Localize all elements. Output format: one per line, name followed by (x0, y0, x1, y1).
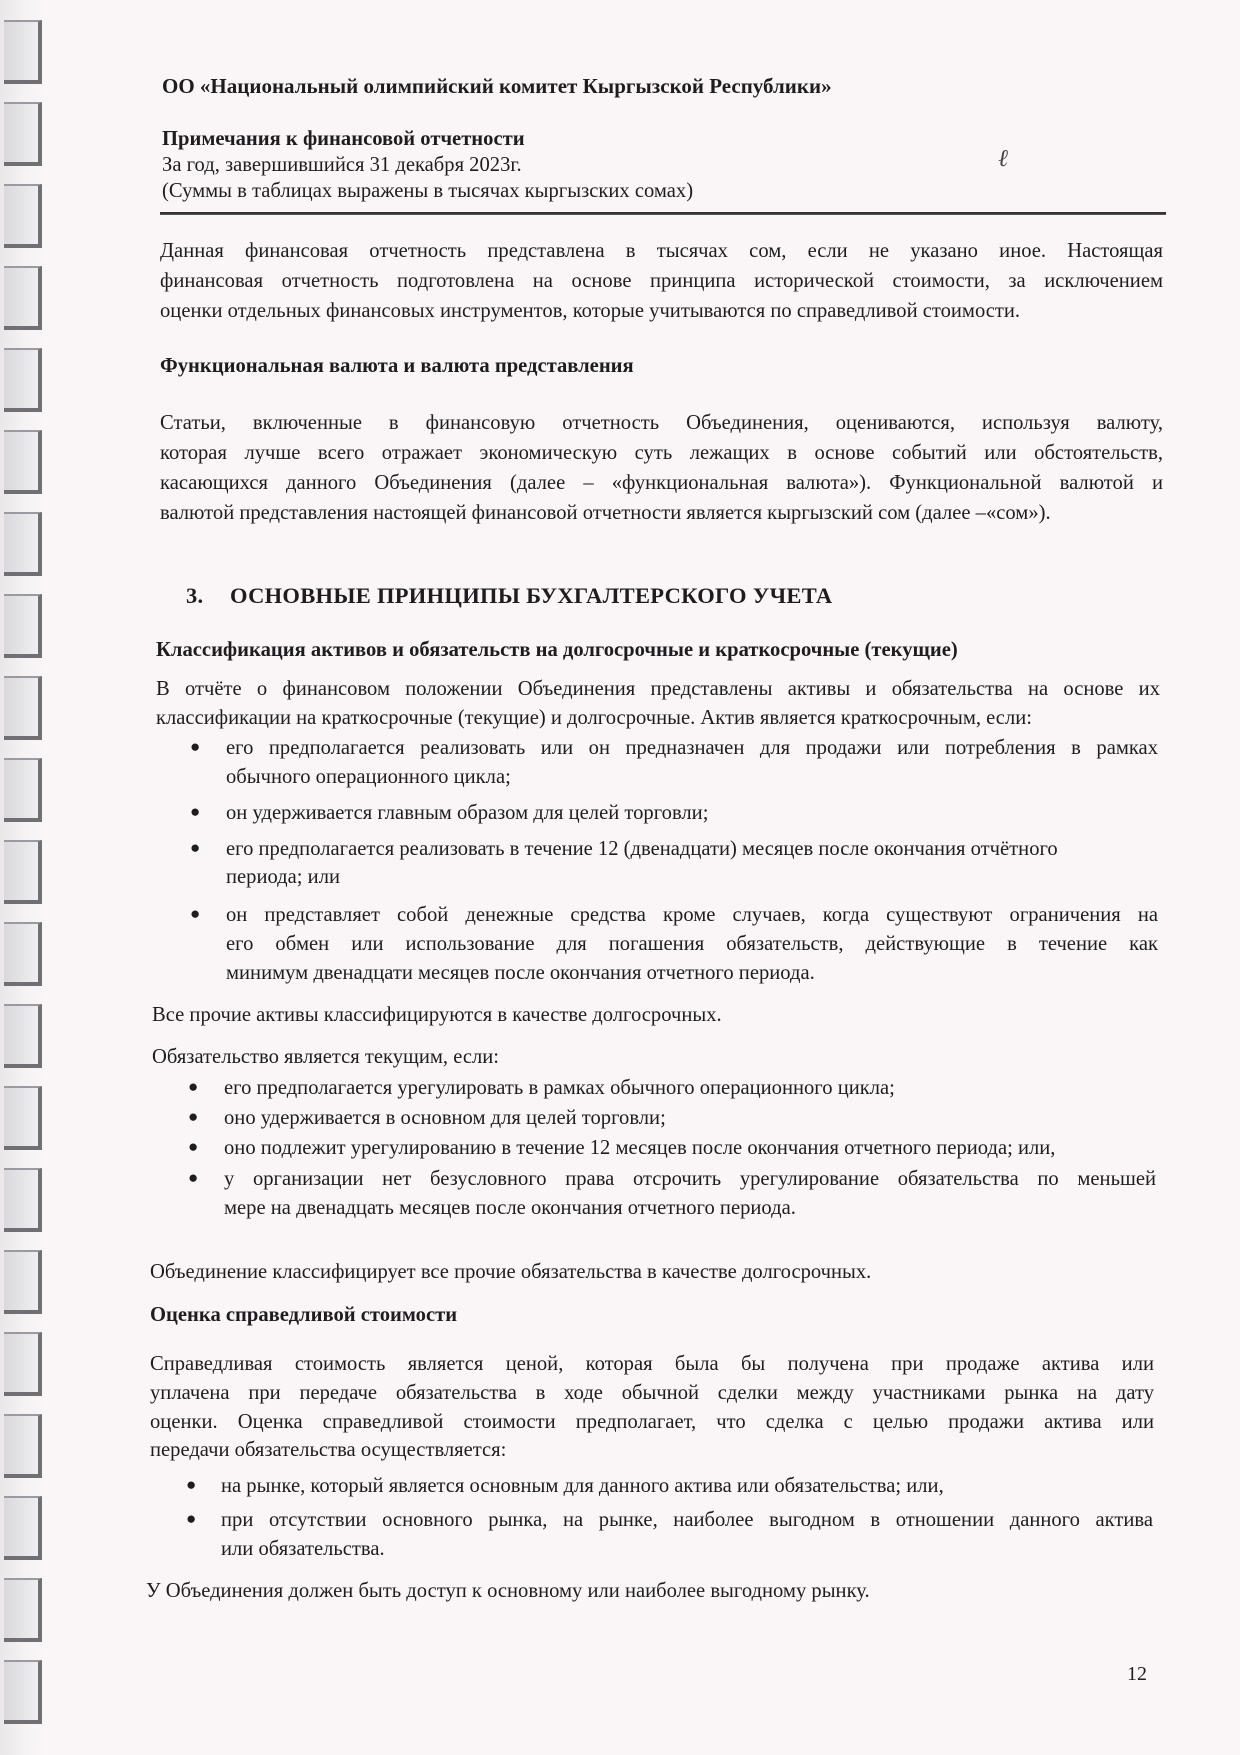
classification-line: классификации на краткосрочные (текущие) и долгосрочные. Актив является краткосрочным, если: (156, 707, 1032, 729)
section-title: ОСНОВНЫЕ ПРИНЦИПЫ БУХГАЛТЕРСКОГО УЧЕТА (230, 583, 833, 608)
margin-mark: ℓ (998, 146, 1008, 172)
reporting-period: За год, завершившийся 31 декабря 2023г. (162, 154, 522, 176)
bullet-icon: ● (186, 1509, 197, 1528)
other-assets-text: Все прочие активы классифицируются в качестве долгосрочных. (152, 1004, 722, 1026)
asset-bullet-line: минимум двенадцати месяцев после окончания отчетного периода. (226, 962, 815, 984)
currency-line: Статьи, включенные в финансовую отчетность Объединения, оцениваются, используя валюту, (160, 412, 1163, 434)
fair-value-closing: У Объединения должен быть доступ к основному или наиболее выгодному рынку. (146, 1580, 870, 1602)
fair-value-bullet-line: при отсутствии основного рынка, на рынке, наиболее выгодном в отношении данного актива (221, 1509, 1153, 1531)
fair-value-heading: Оценка справедливой стоимости (150, 1304, 458, 1326)
fair-value-bullet-line: на рынке, который является основным для данного актива или обязательства; или, (221, 1475, 944, 1497)
bullet-icon: ● (190, 737, 201, 756)
asset-bullet-line: его предполагается реализовать в течение 12 (двенадцати) месяцев после окончания отчётного (226, 838, 1058, 860)
asset-bullet-line: его обмен или использование для погашения обязательств, действующие в течение как (226, 933, 1158, 955)
currency-units-note: (Суммы в таблицах выражены в тысячах кыргызских сомах) (162, 180, 694, 202)
currency-line: валютой представления настоящей финансовой отчетности является кыргызский сом (далее –«сом»). (160, 502, 1051, 524)
bullet-icon: ● (188, 1137, 199, 1156)
section-number: 3. (186, 583, 204, 608)
bullet-icon: ● (190, 904, 201, 923)
asset-bullet-line: он представляет собой денежные средства кроме случаев, когда существуют ограничения на (226, 904, 1158, 926)
intro-line: финансовая отчетность подготовлена на основе принципа исторической стоимости, за исключением (160, 270, 1163, 292)
notes-title: Примечания к финансовой отчетности (162, 128, 525, 150)
liability-bullet-line: оно удерживается в основном для целей торговли; (224, 1107, 666, 1129)
organization-name: ОО «Национальный олимпийский комитет Кыргызской Республики» (162, 74, 832, 98)
bullet-icon: ● (188, 1077, 199, 1096)
asset-bullet-line: обычного операционного цикла; (226, 766, 511, 788)
intro-line: Данная финансовая отчетность представлена в тысячах сом, если не указано иное. Настоящая (160, 240, 1163, 262)
bullet-icon: ● (190, 802, 201, 821)
bullet-icon: ● (188, 1168, 199, 1187)
fair-value-line: уплачена при передаче обязательства в ходе обычной сделки между участниками рынка на дату (150, 1382, 1154, 1404)
intro-line: оценки отдельных финансовых инструментов, которые учитываются по справедливой стоимости. (160, 300, 1021, 322)
currency-line: которая лучше всего отражает экономическую суть лежащих в основе событий или обстоятельств, (160, 442, 1163, 464)
asset-bullet-line: периода; или (226, 866, 340, 888)
fair-value-line: передачи обязательства осуществляется: (150, 1439, 507, 1461)
page-number: 12 (1127, 1663, 1147, 1685)
classification-heading: Классификация активов и обязательств на долгосрочные и краткосрочные (текущие) (156, 639, 958, 661)
fair-value-bullet-line: или обязательства. (221, 1538, 385, 1560)
bullet-icon: ● (190, 838, 201, 857)
liability-bullet-line: его предполагается урегулировать в рамках обычного операционного цикла; (224, 1077, 895, 1099)
asset-bullet-line: его предполагается реализовать или он предназначен для продажи или потребления в рамках (226, 737, 1158, 759)
header-divider (160, 212, 1166, 215)
classification-line: В отчёте о финансовом положении Объединения представлены активы и обязательства на основе их (156, 678, 1160, 700)
fair-value-line: оценки. Оценка справедливой стоимости предполагает, что сделка с целью продажи актива или (150, 1411, 1154, 1433)
liability-bullet-line: у организации нет безусловного права отсрочить урегулирование обязательства по меньшей (224, 1168, 1156, 1190)
currency-heading: Функциональная валюта и валюта представления (160, 355, 634, 377)
liability-bullet-line: мере на двенадцать месяцев после окончания отчетного периода. (224, 1197, 796, 1219)
asset-bullet-line: он удерживается главным образом для целей торговли; (226, 802, 709, 824)
other-liabilities-text: Объединение классифицирует все прочие обязательства в качестве долгосрочных. (150, 1261, 872, 1283)
bullet-icon: ● (188, 1107, 199, 1126)
liability-intro: Обязательство является текущим, если: (152, 1046, 500, 1068)
bullet-icon: ● (186, 1475, 197, 1494)
currency-line: касающихся данного Объединения (далее – «функциональная валюта»). Функциональной валютой и (160, 472, 1163, 494)
liability-bullet-line: оно подлежит урегулированию в течение 12 месяцев после окончания отчетного периода; или, (224, 1137, 1056, 1159)
fair-value-line: Справедливая стоимость является ценой, которая была бы получена при продаже актива или (150, 1353, 1154, 1375)
